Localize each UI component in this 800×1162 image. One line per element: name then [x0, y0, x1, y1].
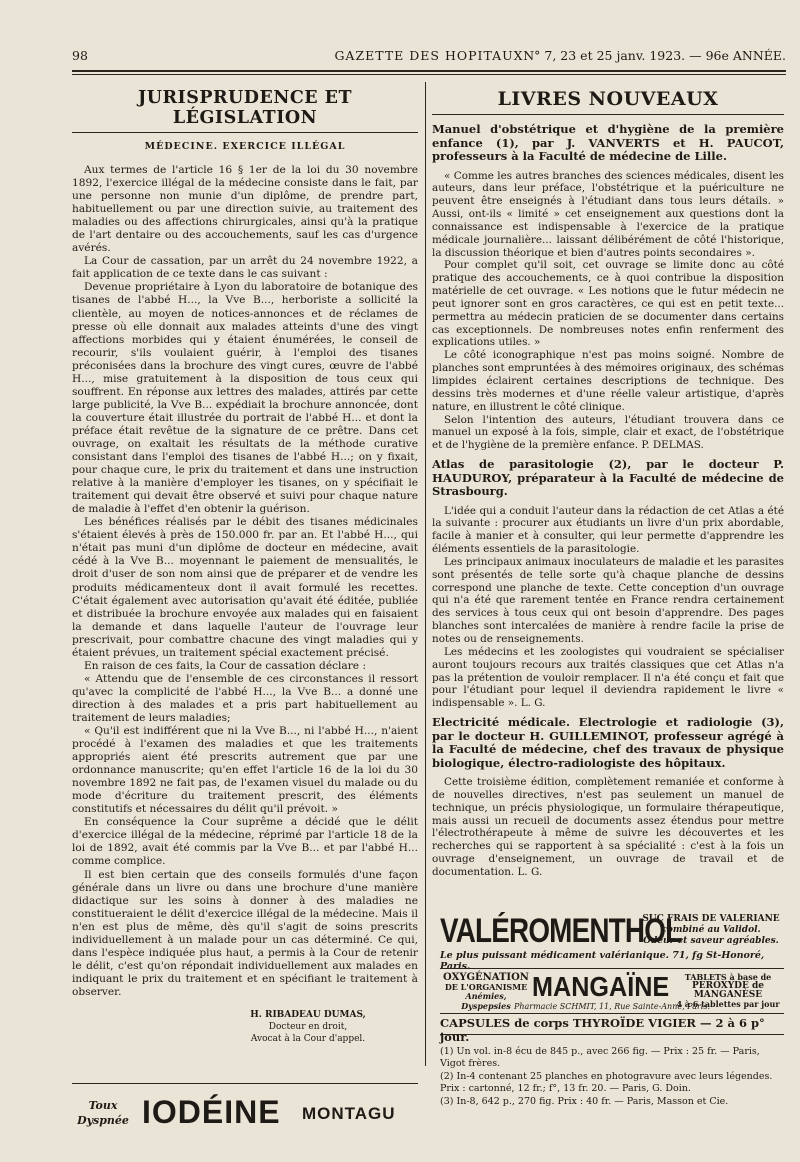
footnote: (1) Un vol. in-8 écu de 845 p., avec 266 fig. — Prix : 25 fr. — Paris, Vigot frères.	[440, 1046, 760, 1069]
book-heading: Atlas de parasitologie (2), par le docteur P. HAUDUROY, préparateur à la Faculté de médecine de Strasbourg.	[432, 457, 784, 499]
section-title: LIVRES NOUVEAUX	[497, 88, 719, 110]
review-paragraph: Cette troisième édition, complètement remaniée et conforme à de nouvelles directives, n'est pas seulement un manuel de technique, un précis physiologique, un formulaire thérapeutique, mais aussi un recueil de documents assez étendus pour mettre l'électrothérapeute à même de suivre les découvertes et les recherches qui se rapportent à sa spécialité : c'est à la fois un ouvrage d'enseignement, un ouvrage de travail et de documentation. L. G.	[432, 776, 784, 878]
article-paragraph: En conséquence la Cour suprême a décidé que le délit d'exercice illégal de la médecine, réprimé par l'article 18 de la loi de 1892, avait été commis par la Vve B... et par l'abbé H... comme complice.	[72, 816, 418, 868]
advert-side-text: Toux Dyspnée	[77, 1099, 129, 1127]
advert-footer: Pharmacie SCHMIT, 11, Rue Sainte-Anne, Paris.	[513, 1002, 711, 1011]
section-rule	[432, 114, 784, 115]
author-signature: H. RIBADEAU DUMAS, Docteur en droit, Avocat à la Cour d'appel.	[250, 1010, 366, 1044]
journal-title: GAZETTE DES HOPITAUX	[334, 48, 524, 63]
advert-mangaine	[440, 968, 784, 1014]
review-paragraph: L'idée qui a conduit l'auteur dans la rédaction de cet Atlas a été la suivante : procurer aux étudiants un livre d'un prix abordable, facile à manier et à consulter, qui leur permette d'apprendre les éléments essentiels de la parasitologie.	[432, 504, 784, 556]
book-heading: Electricité médicale. Electrologie et radiologie (3), par le docteur H. GUILLEMINOT, professeur agrégé à la Faculté de médecine, chef des travaux de physique biologique, électro-radiologiste des hôpitaux.	[432, 715, 784, 770]
advert-brand: VALÉROMENTHOL	[440, 912, 682, 950]
header-rule-thin	[72, 74, 786, 75]
advert-valeromenthol	[440, 912, 784, 972]
advert-brand: MANGAÏNE	[532, 971, 670, 1002]
section-rule	[72, 132, 418, 133]
advert-rule	[72, 1083, 418, 1084]
article-paragraph: « Qu'il est indifférent que ni la Vve B..., ni l'abbé H..., n'aient procédé à l'examen des maladies et que les traitements appropriés aient été prescrits autrement que par une ordonnance manuscrite; qu'en effet l'article 16 de la loi du 30 novembre 1892 ne fait pas, de l'examen visuel du malade ou du mode d'écriture du traitement prescrit, des éléments constitutifs et nécessaires du délit qu'il prévoit. »	[72, 725, 418, 816]
advert-maker: MONTAGU	[302, 1104, 396, 1123]
page-header	[72, 48, 786, 68]
column-separator	[425, 82, 426, 1066]
article-paragraph: « Attendu que de l'ensemble de ces circonstances il ressort qu'avec la complicité de l'abbé H..., la Vve B... a donné une direction à des malades et a pris part habituellement au traitement de leurs maladies;	[72, 672, 418, 724]
review-paragraph: Selon l'intention des auteurs, l'étudiant trouvera dans ce manuel un exposé à la fois, simple, clair et exact, de l'obstétrique et de l'hygiène de la première enfance. P. DELMAS.	[432, 413, 784, 452]
advert-brand: IODÉINE	[142, 1094, 281, 1130]
advert-side-text: SUC FRAIS DE VALERIANE combiné au Validol. Odeur et saveur agréables.	[642, 914, 780, 946]
issue-info: N° 7, 23 et 25 janv. 1923. — 96e ANNÉE.	[523, 48, 786, 63]
footnotes	[440, 1046, 784, 1109]
advert-iodeine	[76, 1092, 416, 1142]
advert-right-text: TABLETS à base de PEROXYDE de MANGANÈSE 4 à 6 tablettes par jour	[676, 972, 780, 1009]
review-paragraph: Pour complet qu'il soit, cet ouvrage se limite donc au côté pratique des accouchements, ce à quoi contribue la disposition matérielle de cet ouvrage. « Les notions que le futur médecin ne peut ignorer sont en gros caractères, ce qui est en petit texte... permettra au médecin praticien de se documenter dans certains cas exceptionnels. De nombreuses notes enfin renferment des explications utiles. »	[432, 259, 784, 349]
book-heading: Manuel d'obstétrique et d'hygiène de la première enfance (1), par J. VANVERTS et H. PAUCOT, professeurs à la Faculté de médecine de Lille.	[432, 122, 784, 163]
article-paragraph: En raison de ces faits, la Cour de cassation déclare :	[84, 659, 367, 672]
review-paragraph: Le côté iconographique n'est pas moins soigné. Nombre de planches sont empruntées à des mémoires originaux, des schémas limpides éclairent certaines descriptions de technique. Des dessins très modernes et d'une réelle valeur artistique, d'après nature, en illustrent le côté clinique.	[432, 349, 784, 413]
advert-tagline: Le plus puissant médicament valérianique. 71, fg St-Honoré, Paris.	[440, 950, 765, 972]
left-column	[72, 82, 418, 1152]
review-paragraph: Les principaux animaux inoculateurs de maladie et les parasites sont présentés de telle sorte qu'à chaque planche de dessins correspond une planche de texte. Cette conception d'un ouvrage qui n'a été que rarement tentée en France rendra certainement des services à tous ceux qui ont besoin d'apprendre. Des pages blanches sont intercalées de manière à rendre facile la prise de notes ou de renseignements.	[432, 555, 784, 645]
review-paragraph: Les médecins et les zoologistes qui voudraient se spécialiser auront toujours recours aux traités classiques que cet Atlas n'a pas la prétention de vouloir remplacer. Il n'a été conçu et fait que pour l'étudiant pour lequel il deviendra rapidement le livre « indispensable ». L. G.	[432, 645, 784, 710]
header-rule	[72, 70, 786, 72]
review-paragraph: « Comme les autres branches des sciences médicales, disent les auteurs, dans leur préface, l'obstétrique et la puériculture ne peuvent être enseignés à l'étudiant dans tous leurs détails. » Aussi, ont-ils « limité » cet enseignement aux questions dont la connaissance est indispensable à l'exercice de la pratique médicale journalière... laissant délibérément de côté l'historique, la discussion théorique et bien d'autres points secondaires ».	[432, 169, 784, 259]
footnote: (2) In-4 contenant 25 planches en photogravure avec leurs légendes. Prix : cartonné, 12 fr.; f°, 13 fr. 20. — Paris, G. Doin.	[440, 1071, 773, 1094]
article-paragraph: La Cour de cassation, par un arrêt du 24 novembre 1922, a fait application de ce texte dans le cas suivant :	[72, 255, 418, 281]
advert-capsules: CAPSULES de corps THYROÏDE VIGIER — 2 à 6 p° jour.	[440, 1016, 784, 1035]
article-paragraph: Les bénéfices réalisés par le débit des tisanes médicinales s'étaient élevés à près de 150.000 fr. par an. Et l'abbé H..., qui n'était pas muni d'un diplôme de docteur en médecine, avait cédé à la Vve B... moyennant le paiement de mensualités, le droit d'user de son nom ainsi que de préparer et de vendre les produits médicamenteux dont il avait formulé les recettes. C'était également avec autorisation qu'avait été éditée, publiée et distribuée la brochure envoyée aux malades qui en faisaient la demande et dans laquelle l'auteur de l'ouvrage leur prescrivait, pour combattre chacune des vingt maladies qui y étaient prévues, un traitement spécial exactement précisé.	[72, 516, 418, 659]
article-paragraph: Devenue propriétaire à Lyon du laboratoire de botanique des tisanes de l'abbé H..., la Vve B..., herboriste a sollicité la clientèle, au moyen de notices-annonces et de réclames de presse où elle donnait aux malades atteints d'une des vingt affections morbides qui y étaient énumérées, le conseil de recourir, s'ils voulaient guérir, à l'emploi des tisanes préconisées dans la brochure des vingt cures, œuvre de l'abbé H..., mise gratuitement à la disposition de tous ceux qui souffrent. En réponse aux lettres des malades, attirés par cette large publicité, la Vve B... expédiait la brochure annoncée, dont la couverture était illustrée du portrait de l'abbé H... et dont la préface était revêtue de la signature de ce prêtre. Dans cet ouvrage, on exaltait les résultats de la méthode curative consistant dans l'emploi des tisanes de l'abbé H...; on y fixait, pour chaque cure, le prix du traitement et dans une instruction relative à la manière d'employer les tisanes, on y spécifiait le traitement qui devait être observé et suivi pour chaque nature de maladie à l'effet d'en obtenir la guérison.	[72, 281, 418, 516]
section-title: JURISPRUDENCE ET LÉGISLATION	[137, 88, 353, 128]
article-paragraph: Il est bien certain que des conseils formulés d'une façon générale dans un livre ou dans une brochure d'une manière didactique sur les soins à donner à des maladies ne constitueraient le délit d'exercice illégal de la médecine. Mais il n'en est plus de même, dès qu'il s'agit de soins prescrits individuellement à un malade pour un cas déterminé. Ce qui, dans l'espèce indiquée plus haut, a permis à la Cour de retenir le délit, c'est qu'on répondait individuellement aux malades en indiquant le prix du traitement et en spécifiant le traitement à observer.	[72, 868, 418, 998]
footnote: (3) In-8, 642 p., 270 fig. Prix : 40 fr. — Paris, Masson et Cie.	[440, 1096, 729, 1107]
page-number: 98	[72, 48, 88, 63]
article-subtitle: MÉDECINE. EXERCICE ILLÉGAL	[144, 141, 346, 152]
article-paragraph: Aux termes de l'article 16 § 1er de la loi du 30 novembre 1892, l'exercice illégal de la médecine consiste dans le fait, par une personne non munie d'un diplôme, de prendre part, habituellement ou par une direction suivie, au traitement des maladies ou des affections chirurgicales, ainsi qu'à la pratique de l'art dentaire ou des accouchements, sauf les cas d'urgence avérés.	[72, 164, 418, 255]
advert-left-text: OXYGÉNATION DE L'ORGANISME Anémies, Dyspepsies	[443, 972, 529, 1011]
